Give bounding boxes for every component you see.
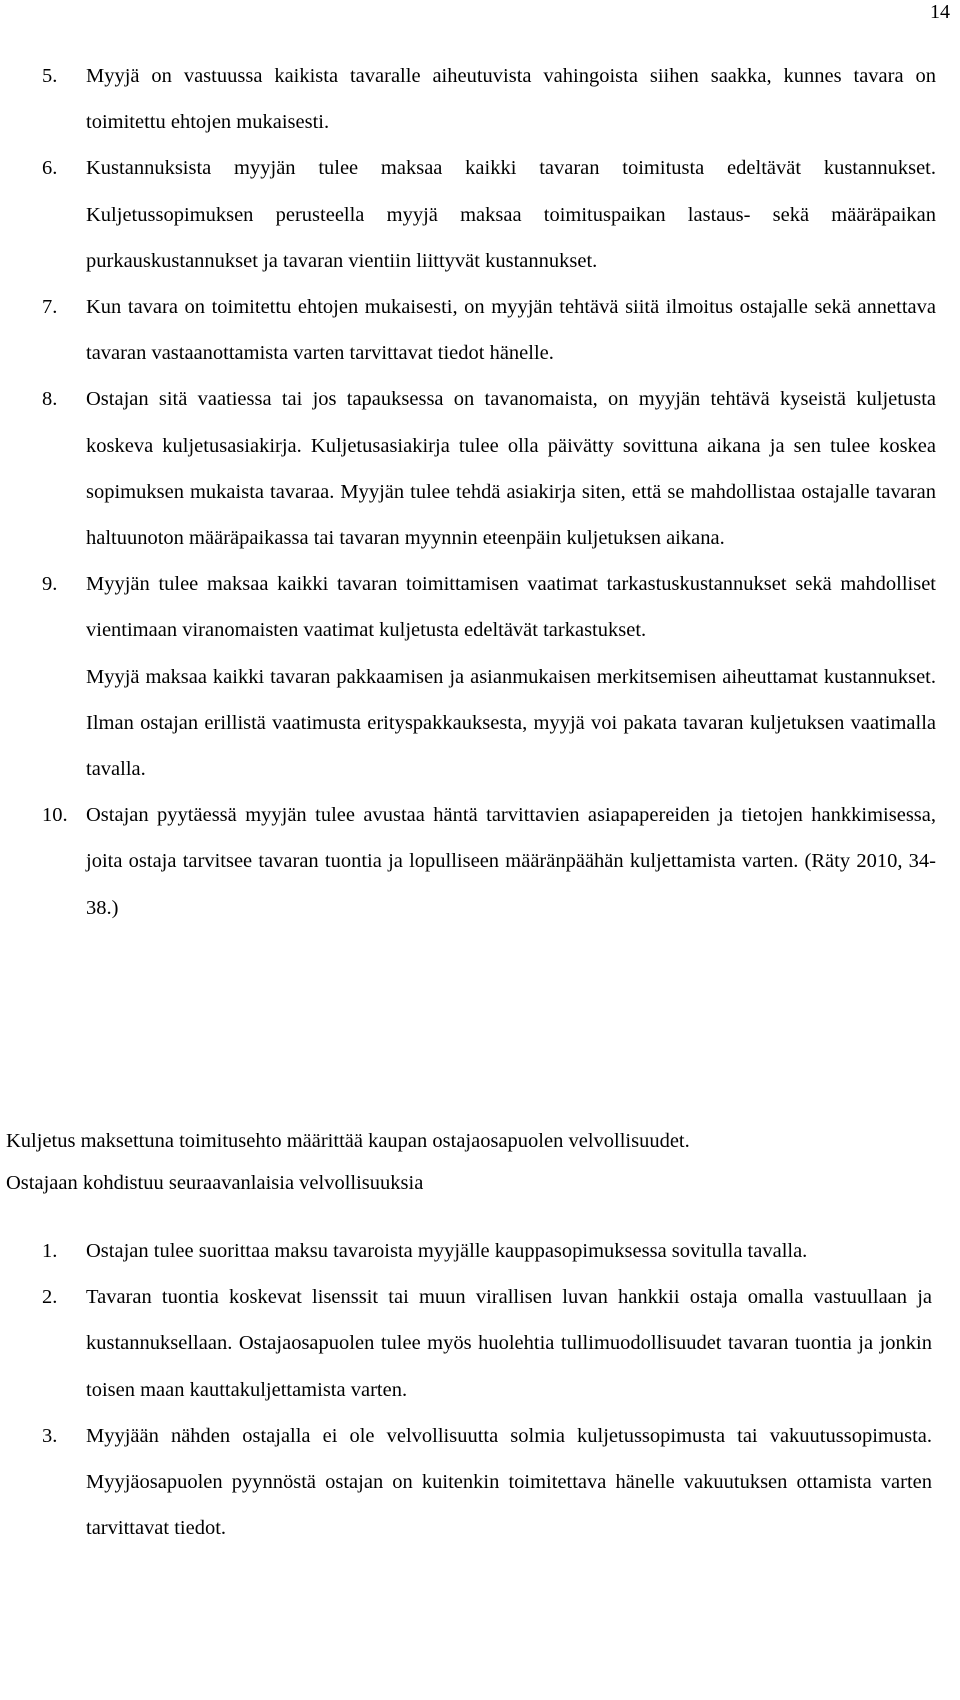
list-item-number: 5. xyxy=(42,65,58,87)
list-item xyxy=(0,284,960,376)
list-item xyxy=(0,792,960,931)
list-item-number: 2. xyxy=(42,1286,58,1309)
list-item-text: Ostajan tulee suorittaa maksu tavaroista myyjälle kauppasopimuksessa sovitulla tavalla. xyxy=(86,1240,808,1262)
list-item-text: Myyjä on vastuussa kaikista tavaralle aiheutuvista vahingoista siihen saakka, kunnes tavara on toimitettu ehtojen mukaisesti. xyxy=(86,65,936,134)
list-item-text: Ostajan pyytäessä myyjän tulee avustaa häntä tarvittavien asiapapereiden ja tietojen hankkimisessa, joita ostaja tarvitsee tavaran tuontia ja lopulliseen määränpäähän kuljettamista varten. (Räty 2010, 34-38.) xyxy=(86,804,936,919)
buyer-obligations-list xyxy=(0,1228,960,1551)
seller-obligations-list xyxy=(0,53,960,931)
list-item xyxy=(0,561,960,792)
list-item xyxy=(0,376,960,561)
list-item xyxy=(0,1274,960,1413)
list-item-text: Tavaran tuontia koskevat lisenssit tai muun virallisen luvan hankkii ostaja omalla vastuullaan ja kustannuksellaan. Ostajaosapuolen tulee myös huolehtia tullimuodollisuudet tavaran tuontia ja jonkin toisen maan kauttakuljettamista varten. xyxy=(86,1286,932,1401)
list-item xyxy=(0,1228,960,1274)
page-number: 14 xyxy=(930,1,950,23)
list-item-number: 9. xyxy=(42,573,58,596)
paragraph-line: Kuljetus maksettuna toimitusehto määrittää kaupan ostajaosapuolen velvollisuudet. xyxy=(6,1130,690,1152)
list-item xyxy=(0,145,960,284)
list-item-number: 6. xyxy=(42,157,58,180)
list-item-number: 1. xyxy=(42,1240,58,1262)
list-item-continuation-text: Myyjä maksaa kaikki tavaran pakkaamisen ja asianmukaisen merkitsemisen aiheuttamat kustannukset. Ilman ostajan erillistä vaatimusta erityspakkauksesta, myyjä voi pakata tavaran kuljetuksen vaatimalla tavalla. xyxy=(86,665,936,781)
list-item-text: Kustannuksista myyjän tulee maksaa kaikki tavaran toimitusta edeltävät kustannukset. Kuljetussopimuksen perusteella myyjä maksaa toimituspaikan lastaus- sekä määräpaikan purkauskustannukset ja tavaran vientiin liittyvät kustannukset. xyxy=(86,157,936,272)
list-item-text: Myyjän tulee maksaa kaikki tavaran toimittamisen vaatimat tarkastuskustannukset sekä mahdolliset vientimaan viranomaisten vaatimat kuljetusta edeltävät tarkastukset. xyxy=(86,573,936,642)
paragraph-line: Ostajaan kohdistuu seuraavanlaisia velvollisuuksia xyxy=(6,1172,424,1194)
list-item-number: 10. xyxy=(42,804,68,827)
list-item xyxy=(0,53,960,145)
list-item-number: 3. xyxy=(42,1424,58,1447)
list-item-number: 7. xyxy=(42,296,58,319)
list-item-text: Ostajan sitä vaatiessa tai jos tapauksessa on tavanomaista, on myyjän tehtävä kyseistä kuljetusta koskeva kuljetusasiakirja. Kuljetusasiakirja tulee olla päivätty sovittuna aikana ja sen tulee koskea sopimuksen mukaista tavaraa. Myyjän tulee tehdä asiakirja siten, että se mahdollistaa ostajalle tavaran haltuunoton määräpaikassa tai tavaran myynnin eteenpäin kuljetuksen aikana. xyxy=(86,388,936,550)
buyer-obligations-intro xyxy=(6,1120,946,1204)
list-item-number: 8. xyxy=(42,388,58,411)
list-item xyxy=(0,1413,960,1552)
list-item-text: Myyjään nähden ostajalla ei ole velvollisuutta solmia kuljetussopimusta tai vakuutussopimusta. Myyjäosapuolen pyynnöstä ostajan on kuitenkin toimitettava hänelle vakuutuksen ottamista varten tarvittavat tiedot. xyxy=(86,1424,932,1540)
list-item-text: Kun tavara on toimitettu ehtojen mukaisesti, on myyjän tehtävä siitä ilmoitus ostajalle sekä annettava tavaran vastaanottamista varten tarvittavat tiedot hänelle. xyxy=(86,296,936,365)
